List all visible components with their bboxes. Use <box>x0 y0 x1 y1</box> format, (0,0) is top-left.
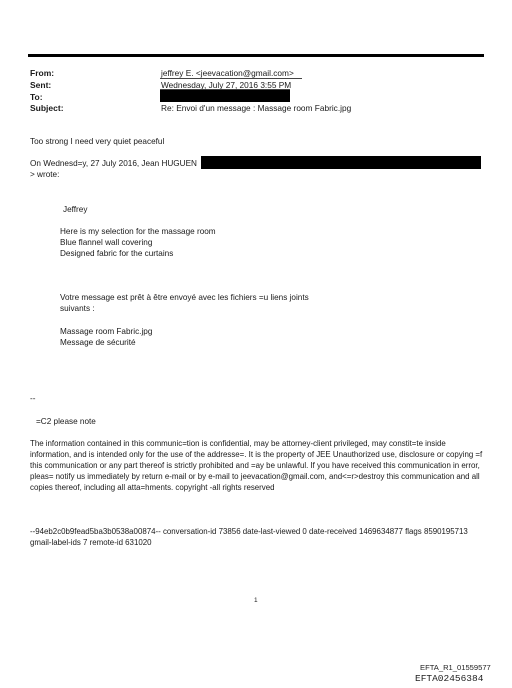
greeting: Jeffrey <box>63 205 88 214</box>
reply-line: Too strong I need very quiet peaceful <box>30 137 165 146</box>
selection-line-1: Here is my selection for the massage room <box>60 227 216 236</box>
quote-intro-wrote: > wrote: <box>30 170 60 179</box>
to-label: To: <box>30 92 43 102</box>
from-label: From: <box>30 68 55 78</box>
subject-label: Subject: <box>30 103 64 113</box>
from-value: jeffrey E. <jeevacation@gmail.com> <box>161 68 294 78</box>
sent-value: Wednesday, July 27, 2016 3:55 PM <box>161 80 292 90</box>
signature-dashes: -- <box>30 394 36 403</box>
to-redaction <box>160 90 290 102</box>
message-metadata: --94eb2c0b9fead5ba3b0538a00874-- conversation-id 73856 date-last-viewed 0 date-received 1469634877 flags 8590195713 gmail-label-ids 7 remote-id 631020 <box>30 527 468 547</box>
from-underline <box>160 78 302 79</box>
please-note: =C2 please note <box>36 417 96 426</box>
disclaimer: The information contained in this communic=tion is confidential, may be attorney-client privileged, may constit=te inside information, and is intended only for the use of the addresse=. It is the property of JEE Unauthorized use, disclosure or copying =f this communication or any part thereof is strictly prohibited and =ay be unlawful. If you have received this communication in error, pleas= notify us immediately by return e-mail or by e-mail to jeevacation@gmail.com, and<=r>destroy this communication and all copies thereof, including all atta=hments. copyright -all rights reserved <box>30 439 483 492</box>
email-redaction <box>201 156 481 169</box>
efta-r1-id: EFTA_R1_01559577 <box>420 663 491 672</box>
page-number: 1 <box>254 597 258 604</box>
quote-intro: On Wednesd=y, 27 July 2016, Jean HUGUEN <box>30 159 197 168</box>
sent-label: Sent: <box>30 80 52 90</box>
efta-id: EFTA02456384 <box>415 673 484 684</box>
ready-line-1: Votre message est prêt à être envoyé avec les fichiers =u liens joints <box>60 293 309 302</box>
ready-line-2: suivants : <box>60 304 95 313</box>
subject-value: Re: Envoi d'un message : Massage room Fabric.jpg <box>161 103 352 113</box>
selection-line-2: Blue flannel wall covering <box>60 238 153 247</box>
attachment-name: Massage room Fabric.jpg <box>60 327 153 336</box>
header-rule <box>28 54 484 57</box>
selection-line-3: Designed fabric for the curtains <box>60 249 174 258</box>
security-message: Message de sécurité <box>60 338 136 347</box>
